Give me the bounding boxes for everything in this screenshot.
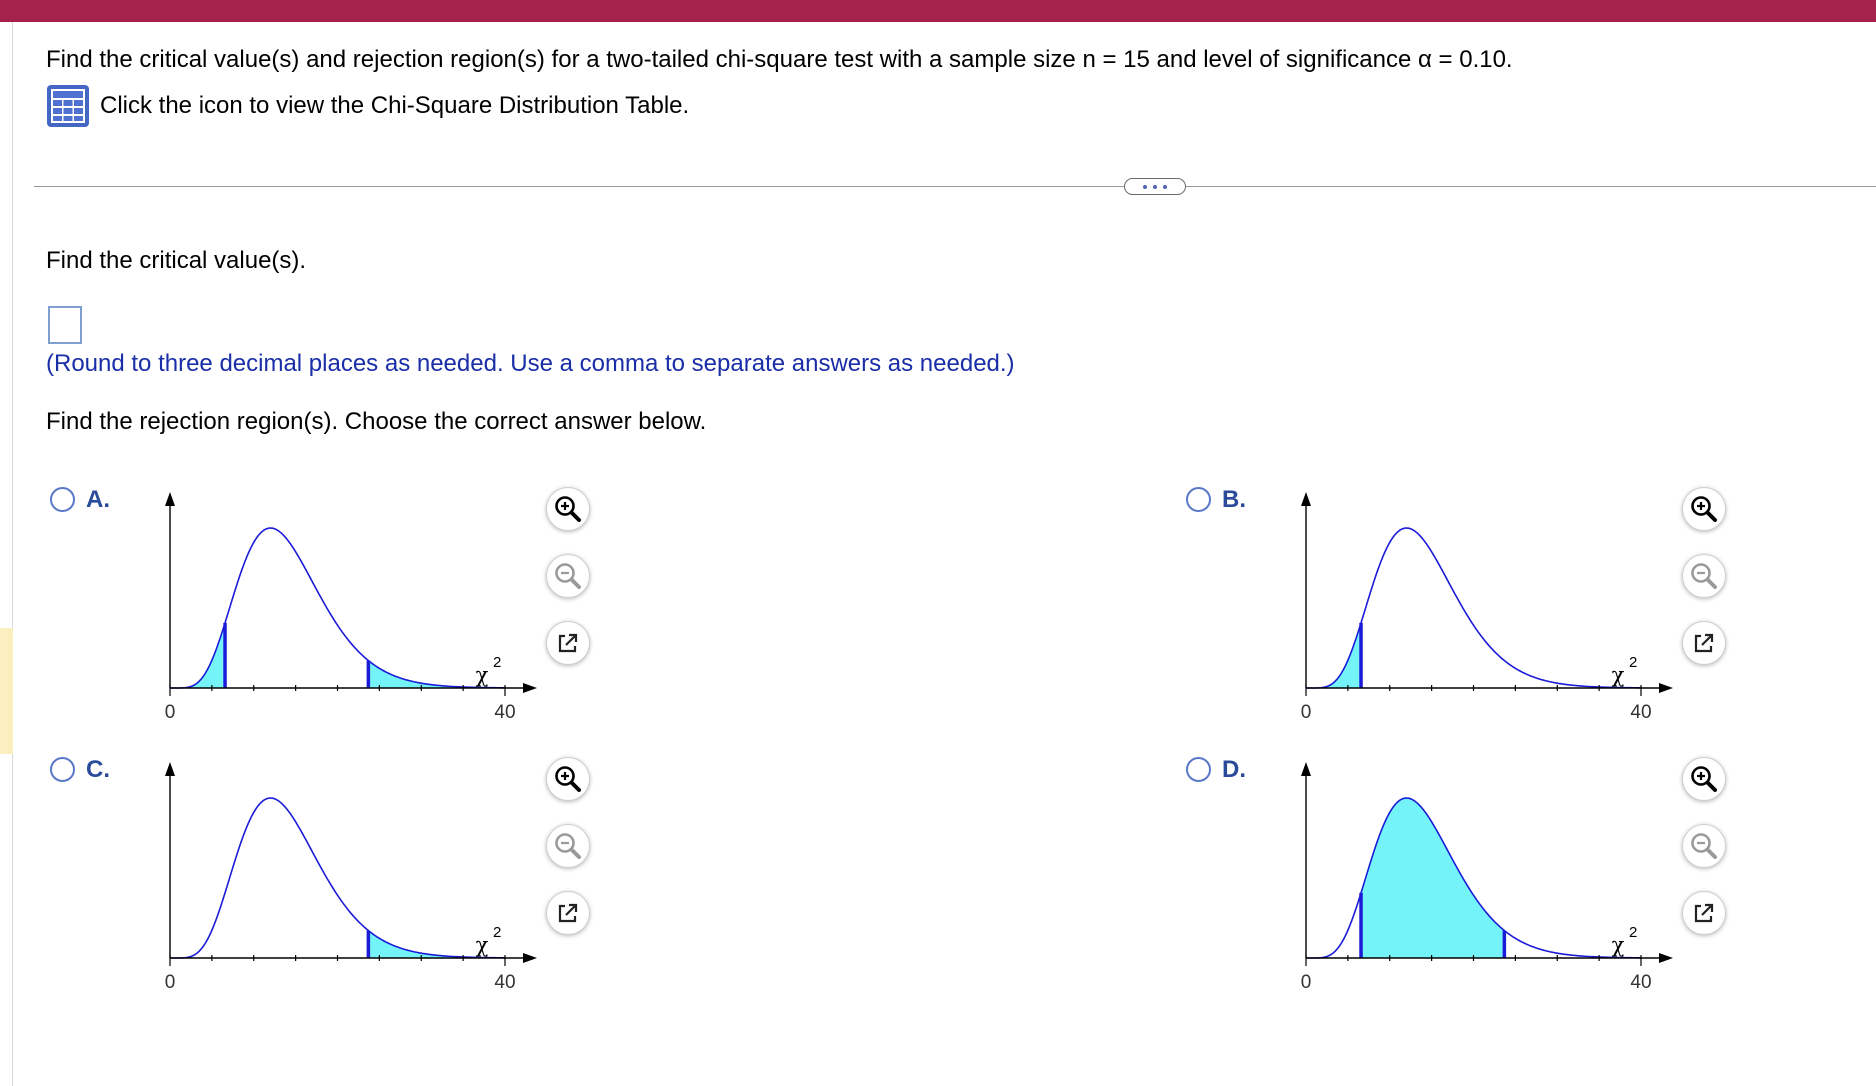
- more-button[interactable]: [1124, 178, 1186, 195]
- table-link-text[interactable]: Click the icon to view the Chi-Square Distribution Table.: [100, 92, 690, 119]
- graph-option-c: [140, 758, 540, 998]
- critical-value-input[interactable]: [48, 306, 82, 344]
- option-a-popout-button[interactable]: [546, 621, 590, 665]
- density-curve: [170, 798, 505, 958]
- x-axis-label: χ: [1611, 663, 1625, 687]
- option-c-zoom-out-button[interactable]: [546, 824, 590, 868]
- x-tick-label: 40: [1630, 972, 1652, 993]
- ellipsis-icon: [1143, 185, 1147, 189]
- option-a-zoom-out-button[interactable]: [546, 554, 590, 598]
- critical-value-prompt: Find the critical value(s).: [46, 247, 307, 274]
- chi-square-graph: [140, 758, 540, 998]
- option-b-radio[interactable]: [1186, 487, 1211, 512]
- y-axis-arrow: [1301, 762, 1311, 776]
- x-tick-label: 40: [1630, 702, 1652, 723]
- x-tick-label: 0: [164, 702, 176, 723]
- option-c-radio[interactable]: [50, 757, 75, 782]
- y-axis-arrow: [165, 762, 175, 776]
- option-d-zoom-out-button[interactable]: [1682, 824, 1726, 868]
- x-axis-label-sup: 2: [493, 654, 502, 671]
- x-axis-label: χ: [1611, 933, 1625, 957]
- x-axis-label: χ: [475, 933, 489, 957]
- rounding-hint: (Round to three decimal places as needed. Use a comma to separate answers as needed.): [46, 350, 1015, 377]
- x-axis-arrow: [1659, 683, 1673, 693]
- chi-square-table-link[interactable]: [46, 84, 689, 128]
- popout-icon: [553, 898, 583, 928]
- option-c-zoom-in-button[interactable]: [546, 757, 590, 801]
- zoom-out-icon: [553, 561, 583, 591]
- option-a-zoom-in-button[interactable]: [546, 487, 590, 531]
- graph-option-a: [140, 488, 540, 728]
- x-tick-label: 0: [1300, 702, 1312, 723]
- option-b-zoom-out-button[interactable]: [1682, 554, 1726, 598]
- x-axis-label-sup: 2: [493, 924, 502, 941]
- x-axis-label-sup: 2: [1629, 924, 1638, 941]
- option-c-popout-button[interactable]: [546, 891, 590, 935]
- option-b-zoom-in-button[interactable]: [1682, 487, 1726, 531]
- option-b-label[interactable]: B.: [1222, 486, 1246, 513]
- option-d-radio[interactable]: [1186, 757, 1211, 782]
- left-border: [12, 22, 13, 1086]
- option-d-popout-button[interactable]: [1682, 891, 1726, 935]
- x-axis-label: χ: [475, 663, 489, 687]
- chi-square-graph: [1276, 488, 1676, 728]
- chi-square-graph: [140, 488, 540, 728]
- x-tick-label: 0: [164, 972, 176, 993]
- shaded-region: [1361, 798, 1504, 958]
- zoom-in-icon: [1689, 494, 1719, 524]
- question-marker: [0, 628, 13, 754]
- zoom-out-icon: [1689, 831, 1719, 861]
- popout-icon: [1689, 898, 1719, 928]
- y-axis-arrow: [1301, 492, 1311, 506]
- x-axis-label-sup: 2: [1629, 654, 1638, 671]
- x-axis-arrow: [1659, 953, 1673, 963]
- table-icon[interactable]: [46, 84, 90, 128]
- popout-icon: [553, 628, 583, 658]
- y-axis-arrow: [165, 492, 175, 506]
- x-axis-arrow: [523, 953, 537, 963]
- zoom-out-icon: [1689, 561, 1719, 591]
- top-bar: [0, 0, 1876, 22]
- option-d-zoom-in-button[interactable]: [1682, 757, 1726, 801]
- shaded-region: [170, 623, 225, 688]
- popout-icon: [1689, 628, 1719, 658]
- x-tick-label: 40: [494, 702, 516, 723]
- option-c-label[interactable]: C.: [86, 756, 110, 783]
- zoom-in-icon: [1689, 764, 1719, 794]
- zoom-out-icon: [553, 831, 583, 861]
- section-divider: [34, 186, 1876, 187]
- x-tick-label: 40: [494, 972, 516, 993]
- rejection-region-prompt: Find the rejection region(s). Choose the correct answer below.: [46, 408, 707, 435]
- option-a-label[interactable]: A.: [86, 486, 110, 513]
- zoom-in-icon: [553, 764, 583, 794]
- chi-square-graph: [1276, 758, 1676, 998]
- x-axis-arrow: [523, 683, 537, 693]
- option-a-radio[interactable]: [50, 487, 75, 512]
- zoom-in-icon: [553, 494, 583, 524]
- graph-option-b: [1276, 488, 1676, 728]
- option-b-popout-button[interactable]: [1682, 621, 1726, 665]
- shaded-region: [1306, 623, 1361, 688]
- x-tick-label: 0: [1300, 972, 1312, 993]
- question-text: Find the critical value(s) and rejection region(s) for a two-tailed chi-square test with a sample size n = 15 and level of significance α = 0.10.: [46, 46, 1513, 73]
- option-d-label[interactable]: D.: [1222, 756, 1246, 783]
- graph-option-d: [1276, 758, 1676, 998]
